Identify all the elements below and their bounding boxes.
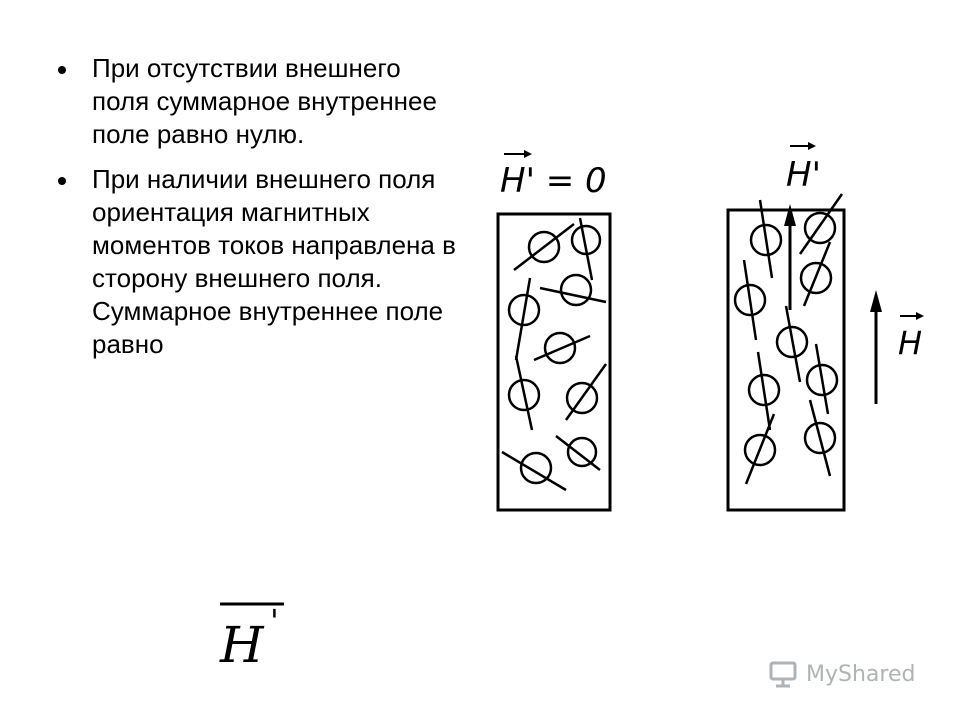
formula-h-prime xyxy=(212,600,292,675)
external-label xyxy=(898,312,924,362)
internal-field-arrow xyxy=(784,204,796,310)
formula-symbol: H xyxy=(220,616,264,674)
svg-text:H: H xyxy=(898,324,923,362)
bullet-text: При наличии внешнего поля ориентация магнитных моментов токов направлена в сторону внешнего поля. Суммарное внутреннее поле равно xyxy=(92,164,456,359)
formula-prime: ' xyxy=(270,602,279,640)
presentation-board-icon xyxy=(768,659,798,689)
myshared-watermark xyxy=(768,656,928,692)
svg-text:H' = 0: H' = 0 xyxy=(500,161,607,201)
bullet-dot xyxy=(58,66,66,74)
bullet-dot xyxy=(58,177,66,185)
bullet-item xyxy=(58,52,458,151)
bullet-item xyxy=(58,163,458,361)
external-field-arrow xyxy=(870,290,882,404)
bullet-list xyxy=(58,52,458,373)
left-moments xyxy=(502,218,606,490)
bullet-text: При отсутствии внешнего поля суммарное внутреннее поле равно нулю. xyxy=(92,53,437,149)
svg-text:H': H' xyxy=(786,155,821,195)
left-label xyxy=(500,150,607,201)
watermark-text: MyShared xyxy=(806,661,916,687)
magnetization-diagram xyxy=(460,130,960,570)
right-label xyxy=(786,142,821,195)
